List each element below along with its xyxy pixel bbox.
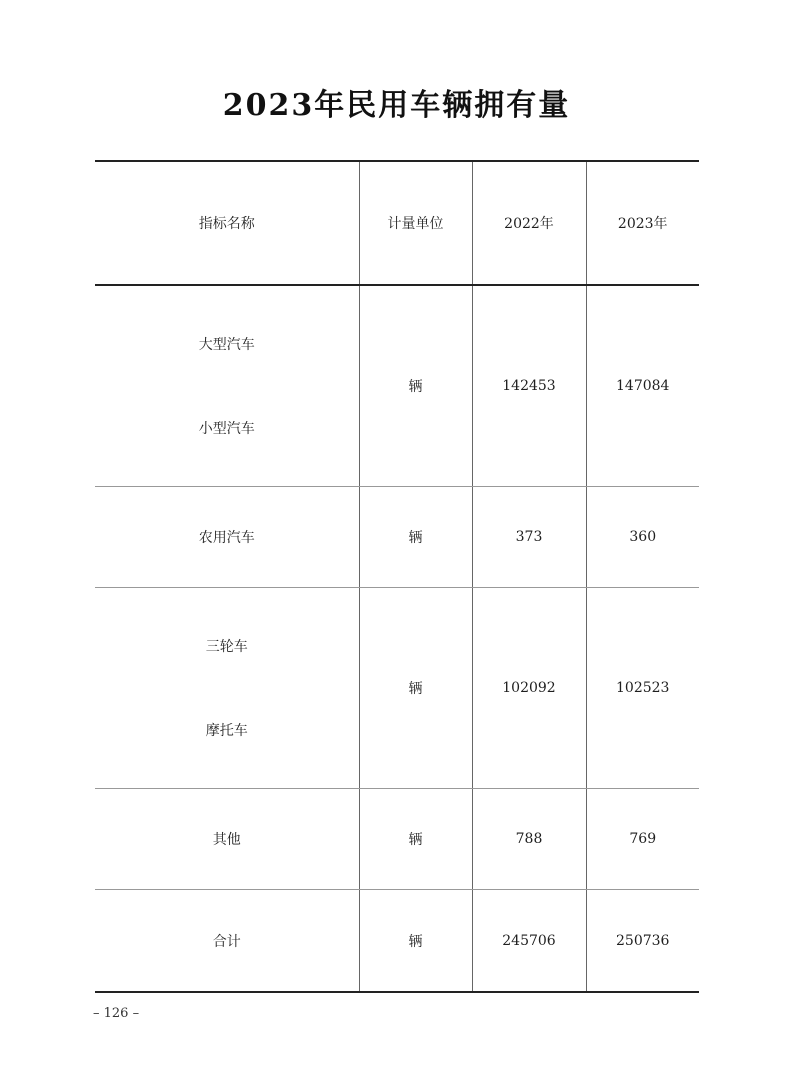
table-row [95,285,699,487]
unit-cell: 辆 [359,890,472,993]
indicator-name: 大型汽车 [198,337,255,353]
header-unit: 计量单位 [359,161,472,285]
indicator-name: 摩托车 [205,723,248,739]
value-2023-cell: 250736 [586,890,699,993]
table-row [95,789,699,890]
indicator-name-cell [95,487,359,588]
header-year-2022: 2022年 [472,161,586,285]
indicator-name: 合计 [212,933,241,950]
unit-cell: 辆 [359,789,472,890]
indicator-name-cell [95,789,359,890]
page-title: 2023年民用车辆拥有量 [222,88,571,123]
value-2022-cell: 788 [472,789,586,890]
value-2023-cell: 360 [586,487,699,588]
indicator-name: 农用汽车 [198,530,255,546]
indicator-name-cell [95,588,359,789]
indicator-name: 其他 [212,832,241,848]
value-2023-cell: 102523 [586,588,699,789]
value-2022-cell: 373 [472,487,586,588]
vehicle-ownership-table [95,160,699,993]
table-header-row [95,161,699,285]
unit-cell: 辆 [359,588,472,789]
table-row-total [95,890,699,993]
table-row [95,487,699,588]
unit-cell: 辆 [359,285,472,487]
indicator-name: 三轮车 [205,639,248,655]
value-2022-cell: 245706 [472,890,586,993]
table-row [95,588,699,789]
indicator-name-cell [95,285,359,487]
value-2023-cell: 769 [586,789,699,890]
indicator-name-cell [95,890,359,993]
indicator-name: 小型汽车 [198,421,255,437]
header-indicator-name: 指标名称 [95,161,359,285]
header-year-2023: 2023年 [586,161,699,285]
value-2022-cell: 142453 [472,285,586,487]
unit-cell: 辆 [359,487,472,588]
page-number: – 126 – [93,1006,140,1021]
value-2023-cell: 147084 [586,285,699,487]
value-2022-cell: 102092 [472,588,586,789]
